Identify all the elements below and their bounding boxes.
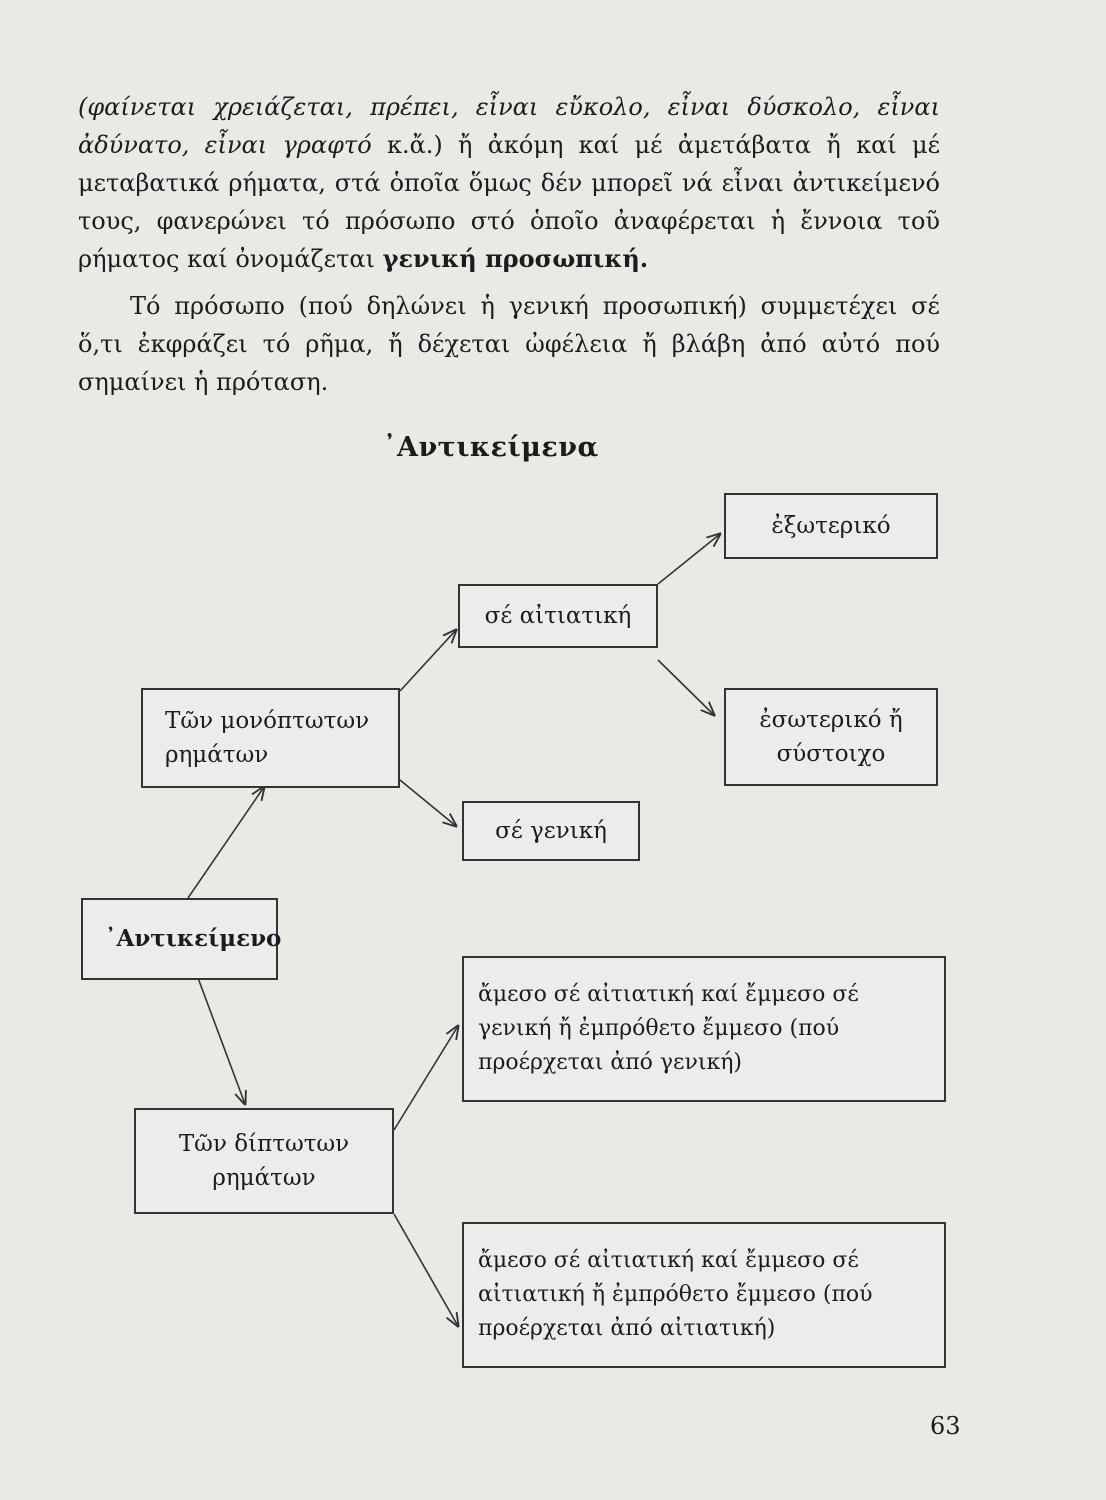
box-exoteriko: ἐξωτερικό xyxy=(724,493,938,559)
arrow-aitiatiki-to-exoteriko xyxy=(658,534,720,584)
page-number: 63 xyxy=(930,1412,961,1440)
arrow-diptota-to-acc xyxy=(394,1214,458,1326)
box-se-aitiatiki: σέ αἰτιατική xyxy=(458,584,658,648)
paragraph-person-role: Τό πρόσωπο (πού δηλώνει ἡ γενική προσωπική) συμμετέχει σέ ὅ,τι ἐκφράζει τό ρῆμα, ἤ δέχεται ὠφέλεια ἤ βλάβη ἀπό αὐτό πού σημαίνει ἡ πρόταση. xyxy=(78,292,940,396)
arrow-monoptota-to-aitiatiki xyxy=(400,630,456,691)
bold-term: γενική προσωπική. xyxy=(382,244,649,273)
diagram-heading: ᾿Αντικείμενα xyxy=(383,432,599,463)
box-root-antikeimeno: ᾿Αντικείμενο xyxy=(81,898,278,980)
arrow-diptota-to-gen xyxy=(394,1026,458,1130)
box-esoteriko: ἐσωτερικό ἤ σύστοιχο xyxy=(724,688,938,786)
arrow-aitiatiki-to-esoteriko xyxy=(658,660,714,715)
box-se-geniki: σέ γενική xyxy=(462,801,640,861)
italic-verb-list: (φαίνεται χρειάζεται, πρέπει, εἶναι εὔκολο, εἶναι δύσκολο, εἶναι ἀδύνατο, εἶναι γραφτό xyxy=(78,93,940,159)
box-direct-acc-indirect-acc: ἄμεσο σέ αἰτιατική καί ἔμμεσο σέ αἰτιατική ἤ ἐμπρόθετο ἔμμεσο (πού προέρχεται ἀπό αἰτιατική) xyxy=(462,1222,946,1368)
arrow-root-to-diptota xyxy=(198,978,245,1104)
box-monoptota: Τῶν μονόπτωτων ρημάτων xyxy=(141,688,400,788)
box-direct-acc-indirect-gen: ἄμεσο σέ αἰτιατική καί ἔμμεσο σέ γενική ἤ ἐμπρόθετο ἔμμεσο (πού προέρχεται ἀπό γενική) xyxy=(462,956,946,1102)
box-diptota: Τῶν δίπτωτων ρημάτων xyxy=(134,1108,394,1214)
paragraph-body-text: κ.ἄ.) ἤ ἀκόμη καί μέ ἀμετάβατα ἤ καί μέ μεταβατικά ρήματα, στά ὁποῖα ὅμως δέν μπορεῖ νά εἶναι ἀντικείμενό τους, φανερώνει τό πρόσωπο στό ὁποῖο ἀναφέρεται ἡ ἔννοια τοῦ ρήματος καί ὀνομάζεται xyxy=(78,131,941,273)
arrow-root-to-monoptota xyxy=(188,787,264,898)
arrow-monoptota-to-geniki xyxy=(400,780,456,826)
